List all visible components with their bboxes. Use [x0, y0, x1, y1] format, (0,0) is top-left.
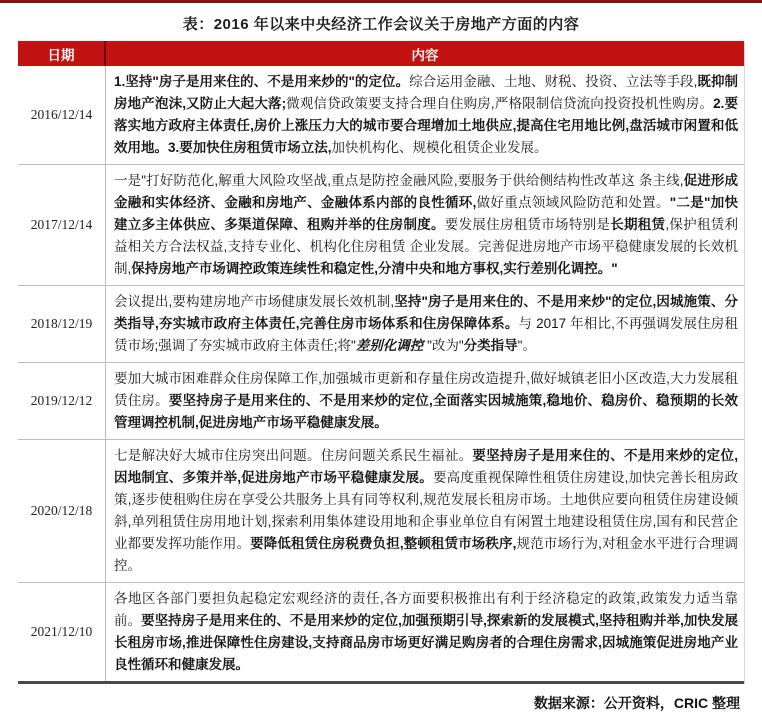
table-title: 表：2016 年以来中央经济工作会议关于房地产方面的内容: [182, 16, 580, 33]
content-segment: 长期租赁: [610, 217, 666, 232]
content-segment: 与 2017 年相比,不再强调发展住房租赁市场;强调了夯实城市政府主体责任;将": [114, 316, 738, 353]
content-segment: 坚持"房子是用来住的、不是用来炒"的定位,因城施策、分类指导,夯实城市政府主体责任,完善住房市场体系和住房保障体系。: [114, 294, 738, 331]
content-segment: 分类指导: [463, 338, 518, 353]
content-segment: 保持房地产市场调控政策连续性和稳定性,分清中央和地方事权,实行差别化调控。": [131, 261, 618, 276]
header-cell-content: 内容: [411, 47, 439, 63]
policy-table: [18, 41, 745, 684]
content-cell: [106, 165, 744, 285]
content-segment: "。: [517, 338, 536, 353]
date-cell: 2017/12/14: [18, 165, 106, 285]
table-header-row: [18, 41, 744, 66]
table-row: [18, 582, 744, 681]
content-segment: 要坚持房子是用来住的、不是用来炒的定位,全面落实因城施策,稳地价、稳房价、稳预期的长效管理调控机制,促进房地产市场平稳健康发展。: [114, 393, 738, 430]
table-body: [18, 66, 744, 681]
table-row: [18, 285, 744, 362]
content-cell: [106, 583, 744, 681]
content-segment: 要高度重视保障性租赁住房建设,加快完善长租房政策,逐步使租购住房在享受公共服务上具有同等权利,规范发展长租房市场。土地供应要向租赁住房建设倾斜,单列租赁住房用地计划,探索利用集体建设用地和企事业单位自有闲置土地建设租赁住房,国有和民营企业都要发挥功能作用。: [114, 470, 738, 551]
content-cell: [106, 66, 744, 164]
content-segment: 既抑制房地产泡沫,又防止大起大落;: [114, 74, 738, 111]
header-cell-date: 日期: [18, 41, 106, 66]
content-segment: 一是"打好防范化,解重大风险攻坚战,重点是防控金融风险,要服务于供给侧结构性改革这 条主线,: [114, 173, 684, 188]
content-segment: 差别化调控: [355, 338, 428, 353]
content-segment: "改为": [427, 338, 464, 353]
content-segment: 促进形成金融和实体经济、金融和房地产、金融体系内部的良性循环,: [114, 173, 739, 210]
content-cell: [106, 363, 744, 439]
content-segment: 要发展住房租赁市场特别是: [444, 217, 611, 232]
content-segment: 七是解决好大城市住房突出问题。住房问题关系民生福祉。: [114, 448, 473, 463]
content-segment: "二是"加快建立多主体供应、多渠道保障、租购并举的住房制度。: [114, 195, 739, 232]
date-cell: 2020/12/18: [18, 440, 106, 582]
date-cell: 2018/12/19: [18, 286, 106, 362]
date-cell: 2019/12/12: [18, 363, 106, 439]
content-segment: ,保护租赁利益相关方合法权益,支持专业化、机构化住房租赁 企业发展。完善促进房地产市场平稳健康发展的长效机制,: [114, 217, 739, 276]
content-segment: 要降低租赁住房税费负担,整顿租赁市场秩序,: [250, 536, 517, 551]
table-row: [18, 362, 744, 439]
content-segment: 会议提出,要构建房地产市场健康发展长效机制,: [114, 294, 395, 309]
content-segment: 要加大城市困难群众住房保障工作,加强城市更新和存量住房改造提升,做好城镇老旧小区改造,大力发展租赁住房。: [114, 371, 738, 408]
table-row: [18, 439, 744, 582]
content-segment: 2.要落实地方政府主体责任,房价上涨压力大的城市要合理增加土地供应,提高住宅用地比例,盘活城市闲置和低效用地。3.要加快住房租赁市场立法,: [114, 96, 738, 155]
content-segment: 微观信贷政策要支持合理自住购房,严格限制信贷流向投资投机性购房。: [286, 96, 714, 111]
date-cell: 2021/12/10: [18, 583, 106, 681]
data-source-note: 数据来源：公开资料，CRIC 整理: [533, 695, 740, 711]
content-cell: [106, 440, 744, 582]
table-row: [18, 164, 744, 285]
content-segment: 综合运用金融、土地、财税、投资、立法等手段,: [409, 74, 698, 89]
content-segment: 规范市场行为,对租金水平进行合理调控。: [114, 536, 738, 573]
content-segment: 1.坚持"房子是用来住的、不是用来炒的"的定位。: [114, 74, 410, 89]
content-segment: 要坚持房子是用来住的、不是用来炒的定位,加强预期引导,探索新的发展模式,坚持租购并举,加快发展长租房市场,推进保障性住房建设,支持商品房市场更好满足购房者的合理住房需求,因城施策促进房地产业良性循环和健康发展。: [114, 613, 738, 672]
content-segment: 加快机构化、规模化租赁企业发展。: [331, 140, 548, 155]
table-row: [18, 66, 744, 164]
date-cell: 2016/12/14: [18, 66, 106, 164]
content-cell: [106, 286, 744, 362]
content-segment: 做好重点领域风险防范和处置。: [476, 195, 670, 210]
content-segment: 要坚持房子是用来住的、不是用来炒的定位,因地制宜、多策并举,促进房地产市场平稳健康发展。: [114, 448, 738, 485]
content-segment: 各地区各部门要担负起稳定宏观经济的责任,各方面要积极推出有利于经济稳定的政策,政策发力适当靠前。: [114, 591, 738, 628]
